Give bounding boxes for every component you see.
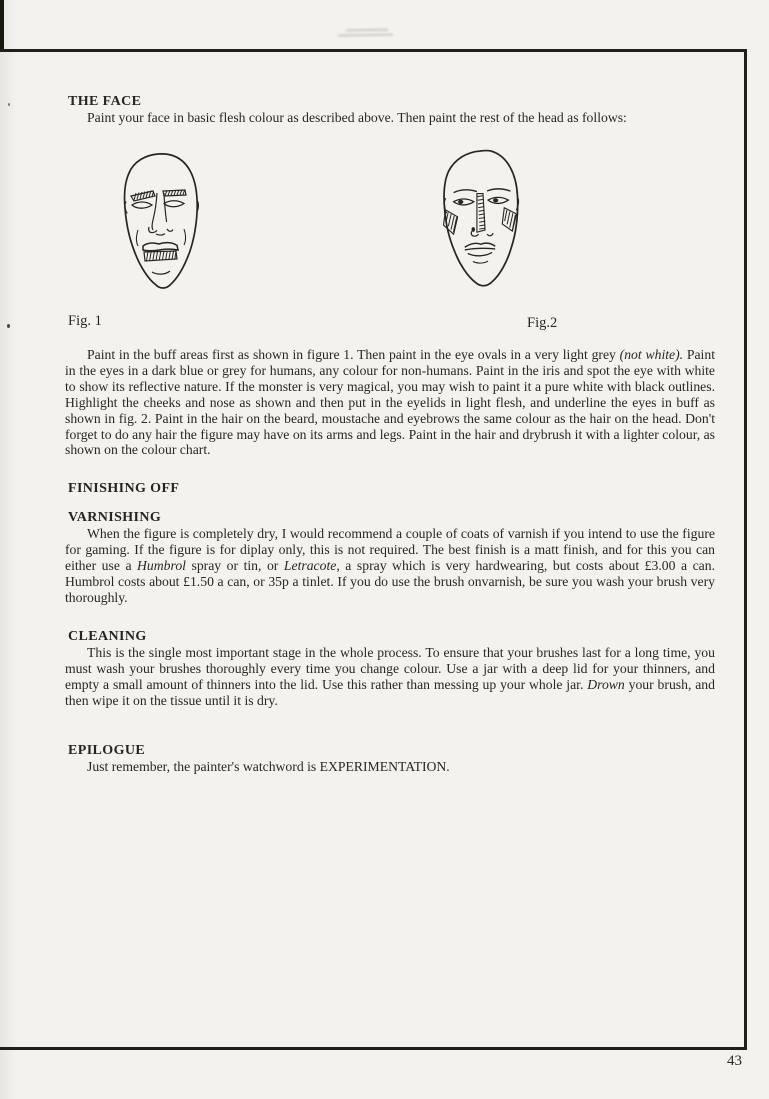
lips [465, 243, 495, 263]
page-number: 43 [727, 1053, 742, 1069]
scan-speck [7, 324, 10, 328]
page-bottom-rule [0, 1047, 747, 1050]
face-illustration-highlights [430, 147, 536, 299]
paragraph-face-body [65, 347, 715, 458]
mouth-with-hatched-underlip [143, 243, 178, 274]
section-heading-epilogue: EPILOGUE [68, 743, 146, 758]
scan-artifact-smudge [338, 25, 398, 38]
hatched-cheeks [443, 208, 516, 234]
body-text: When the figure is completely dry, I would recommend a couple of coats of varnish if you intend to use the figure for gaming. If the figure is for diplay only, this is not required. The best finish is a matt finish, and for this you can either use a [65, 526, 715, 573]
paragraph-cleaning [65, 645, 715, 709]
body-text: This is the single most important stage in the whole process. To ensure that your brushes last for a long time, you must wash your brushes thoroughly every time you change colour. Use a jar with a deep lid for your thinners, and empty a small amount of thinners into the lid. Use this rather than messing up your whole jar. [65, 645, 715, 692]
hatched-eyebrows [131, 190, 186, 201]
section-heading-varnishing: VARNISHING [68, 510, 162, 525]
nose [149, 193, 173, 235]
emphasized-text: Humbrol [137, 557, 186, 573]
section-heading-cleaning: CLEANING [68, 629, 147, 644]
body-text: Paint in the eyes in a dark blue or grey for humans, any colour for non-humans. Paint in the iris and spot the eye with white to show its reflective nature. If the monster is very magical, you may wish to paint it a pure white with black outlines. Highlight the cheeks and nose as shown and then put in the eyelids in light flesh, and underline the eyes in buff as shown in fig. 2. Paint in the hair on the beard, moustache and eyebrows the same colour as the hair on the head. Don't forget to do any hair the figure may have on its arms and legs. Paint in the hair and drybrush it with a lighter colour, as shown on the colour chart. [65, 347, 716, 458]
scan-edge-shadow [0, 0, 16, 1099]
scan-corner-bar [0, 0, 4, 52]
figure-caption-2: Fig.2 [527, 315, 558, 331]
paragraph-face-intro [65, 110, 715, 126]
body-text: your brush, and then wipe it on the tissue until it is dry. [65, 676, 715, 708]
paragraph-epilogue [65, 759, 715, 775]
eyes [132, 201, 184, 208]
hatched-nose [471, 194, 493, 237]
paragraph-varnishing [65, 526, 715, 606]
body-text: Paint your face in basic flesh colour as described above. Then paint the rest of the head as follows: [87, 110, 627, 125]
emphasized-text: (not white). [619, 347, 684, 362]
body-text: spray or tin, or [185, 557, 284, 573]
page-top-rule [0, 49, 747, 52]
emphasized-text: Letracote [283, 557, 337, 573]
emphasized-text: Drown [587, 676, 625, 692]
page-right-rule [744, 49, 747, 1050]
face-outline [124, 154, 198, 288]
section-heading-finishing-off: FINISHING OFF [68, 481, 180, 496]
eyebrows [454, 189, 511, 193]
body-text: Just remember, the painter's watchword is EXPERIMENTATION. [87, 759, 450, 774]
body-text: , a spray which is very hardwearing, but costs about £3.00 a can. Humbrol costs about £1.50 a can, or 35p a tinlet. If you do use the brush onvarnish, be sure you wash your brush very thoroughly. [65, 557, 716, 605]
section-heading-the-face: THE FACE [68, 94, 142, 109]
face-illustration-buff-areas [112, 149, 212, 299]
figure-caption-1: Fig. 1 [68, 313, 102, 329]
scan-speck [8, 103, 10, 106]
body-text: Paint in the buff areas first as shown in figure 1. Then paint in the eye ovals in a very light grey [87, 347, 620, 362]
